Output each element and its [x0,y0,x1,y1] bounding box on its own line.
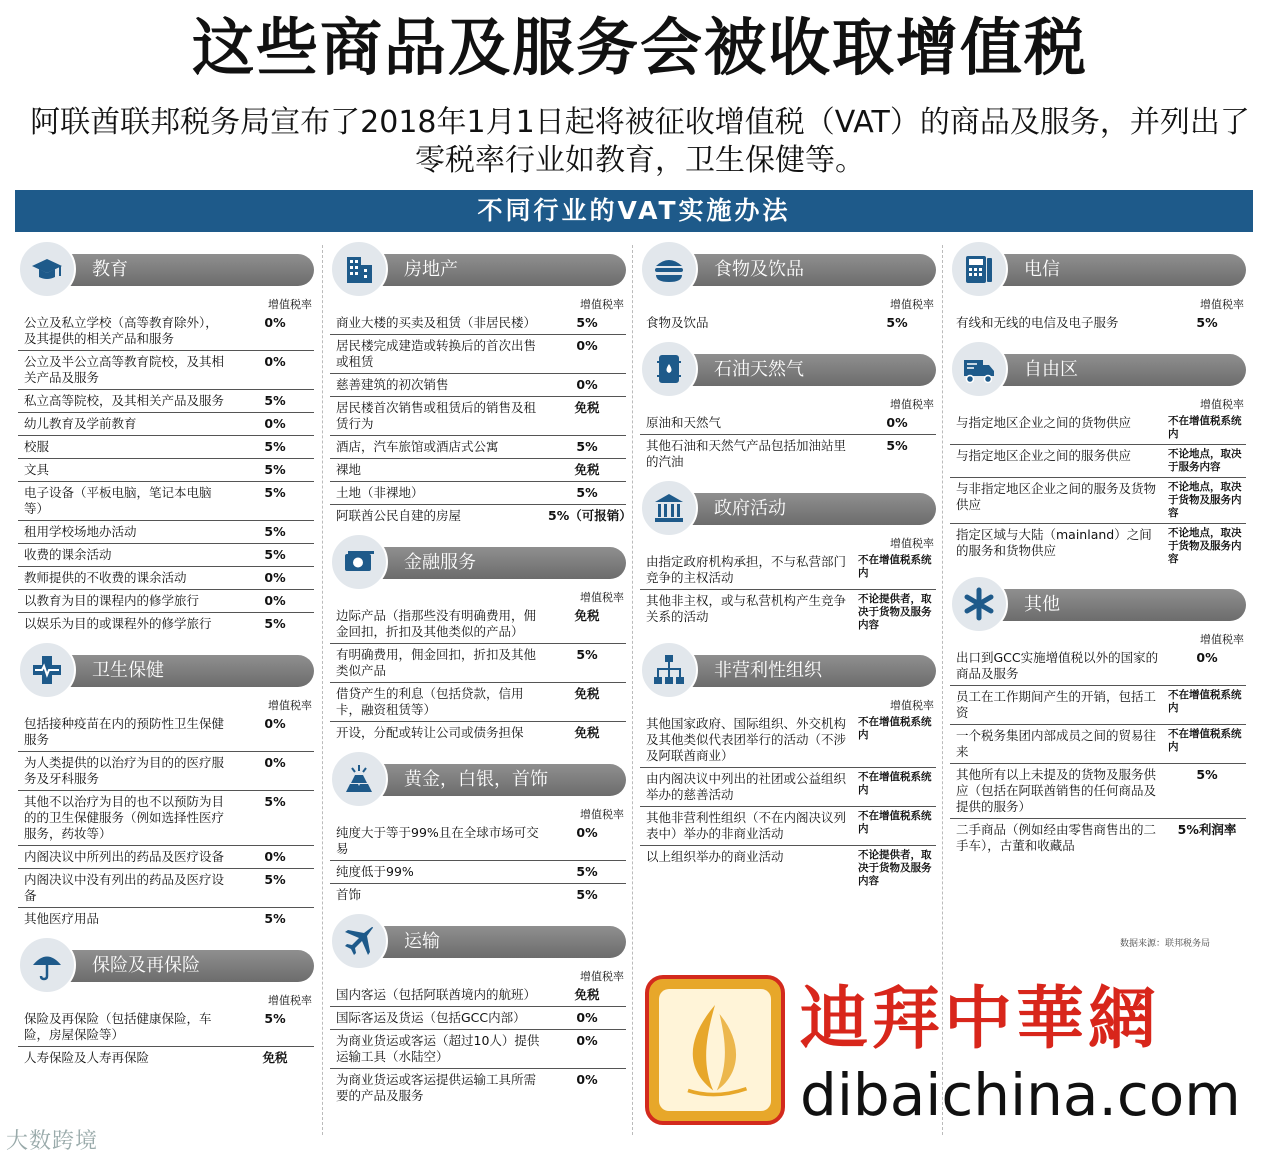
item-description: 由内阁决议中列出的社团或公益组织举办的慈善活动 [646,771,847,802]
table-row [18,1008,314,1047]
section-header [330,750,626,808]
table-row [330,459,626,482]
vat-rate: 5% [1196,315,1218,330]
vat-rate: 0% [1196,650,1218,665]
table-row [330,374,626,397]
vat-rate: 5% [264,485,286,500]
vat-rate: 免税 [574,987,600,1002]
table-row [640,412,936,435]
vat-rate: 5% [264,439,286,454]
burger-icon [640,240,698,298]
vat-rate: 不在增值税系统内 [1168,689,1242,714]
section-gold [330,750,626,906]
section-title: 保险及再保险 [52,950,314,982]
table-row [950,412,1246,445]
vat-rate: 不在增值税系统内 [858,716,932,741]
section-header [330,912,626,970]
vat-rate: 免税 [574,608,600,623]
item-description: 纯度大于等于99%且在全球市场可交易 [336,825,539,856]
item-description: 国际客运及货运（包括GCC内部） [336,1010,526,1025]
section-finance [330,533,626,744]
item-description: 酒店，汽车旅馆或酒店式公寓 [336,439,499,454]
table-row [18,752,314,791]
table-row [330,1007,626,1030]
dibaichina-logo [645,975,785,1125]
vat-rate: 5% [264,872,286,887]
item-description: 居民楼完成建造或转换后的首次出售或租赁 [336,338,537,369]
vat-rate: 5% [576,485,598,500]
page-title: 这些商品及服务会被收取增值税 [191,11,1088,84]
vat-rate: 不论提供者，取决于货物及服务内容 [858,593,932,631]
item-description: 其他非主权，或与私营机构产生竞争关系的活动 [646,593,847,624]
vat-rate: 不论地点，取决于货物及服务内容 [1168,527,1242,565]
vat-rate: 免税 [574,462,600,477]
data-source: 数据来源：联邦税务局 [1120,939,1211,949]
table-row [18,544,314,567]
vat-rate: 5% [264,524,286,539]
table-row [330,861,626,884]
government-building-icon [640,479,698,537]
item-description: 阿联酋公民自建的房屋 [336,508,462,523]
item-description: 居民楼首次销售或租赁后的销售及租赁行为 [336,400,537,431]
section-oil [640,340,936,473]
section-nonprofit [640,641,936,891]
table-row [330,436,626,459]
vat-rate: 0% [576,825,598,840]
vat-rate: 不在增值税系统内 [858,810,932,835]
item-description: 为人类提供的以治疗为目的的医疗服务及牙科服务 [24,755,225,786]
vat-rate: 5% [264,547,286,562]
table-row [640,713,936,768]
table-row [18,351,314,390]
item-description: 校服 [24,439,50,454]
table-row [330,605,626,644]
table-row [18,590,314,613]
table-row [18,1047,314,1069]
item-description: 与指定地区企业之间的服务供应 [956,448,1132,463]
item-description: 内阁决议中没有列出的药品及医疗设备 [24,872,225,903]
item-description: 为商业货运或客运（超过10人）提供运输工具（水陆空） [336,1033,540,1064]
rate-column-header: 增值税率 [890,398,934,411]
table-row [950,445,1246,478]
item-description: 为商业货运或客运提供运输工具所需要的产品及服务 [336,1072,537,1103]
vat-rate: 5% [576,315,598,330]
table-row [18,613,314,635]
vat-rate: 不在增值税系统内 [1168,415,1242,440]
table-row [18,482,314,521]
section-education [18,240,314,635]
vat-rate: 5% [886,438,908,453]
item-description: 内阁决议中所列出的药品及医疗设备 [24,849,225,864]
airplane-icon [330,912,388,970]
item-description: 以娱乐为目的或课程外的修学旅行 [24,616,212,631]
table-row [18,312,314,351]
section-banner: 不同行业的VAT实施办法 [15,190,1253,232]
section-government [640,479,936,635]
rate-column-header: 增值税率 [1200,298,1244,311]
rate-column-header: 增值税率 [1200,633,1244,646]
vat-rate: 0% [576,1072,598,1087]
table-row [330,335,626,374]
table-row [18,908,314,930]
column-1 [18,240,314,1075]
item-description: 原油和天然气 [646,415,722,430]
sail-logo-icon [670,1000,760,1100]
item-description: 一个税务集团内部成员之间的贸易往来 [956,728,1157,759]
vat-rate: 5% [264,794,286,809]
vat-rate: 免税 [574,400,600,415]
rate-column-header: 增值税率 [268,994,312,1007]
rate-column-header: 增值税率 [890,298,934,311]
table-row [640,807,936,846]
table-row [330,397,626,436]
table-row [950,725,1246,764]
table-row [330,984,626,1007]
rate-column-header: 增值税率 [268,298,312,311]
vat-rate: 不论地点，取决于货物及服务内容 [1168,481,1242,519]
item-description: 裸地 [336,462,362,477]
rate-column-header: 增值税率 [890,699,934,712]
section-header [640,479,936,537]
item-description: 二手商品（例如经由零售商售出的二手车），古董和收藏品 [956,822,1157,853]
table-row [640,435,936,473]
item-description: 私立高等院校，及其相关产品及服务 [24,393,225,408]
item-description: 与非指定地区企业之间的服务及货物供应 [956,481,1157,512]
section-title: 政府活动 [674,493,936,525]
section-realestate [330,240,632,527]
vat-rate: 0% [576,1010,598,1025]
section-header [950,240,1246,298]
table-row [330,884,626,906]
item-description: 首饰 [336,887,362,902]
table-row [18,791,314,846]
item-description: 慈善建筑的初次销售 [336,377,449,392]
table-row [640,590,936,635]
table-row [330,1069,626,1107]
vat-rate: 0% [264,354,286,369]
item-description: 商业大楼的买卖及租赁（非居民楼） [336,315,537,330]
table-row [330,722,626,744]
vat-rate: 0% [264,315,286,330]
column-3 [640,240,936,897]
item-description: 包括接种疫苗在内的预防性卫生保健服务 [24,716,225,747]
table-row [330,505,632,527]
graduation-cap-icon [18,240,76,298]
item-description: 借贷产生的利息（包括贷款，信用卡，融资租赁等） [336,686,524,717]
column-4 [950,240,1246,863]
vat-rate: 0% [264,849,286,864]
vat-rate: 5% [886,315,908,330]
table-row [950,312,1246,334]
section-header [640,340,936,398]
item-description: 由指定政府机构承担，不与私营部门竞争的主权活动 [646,554,847,585]
item-description: 边际产品（指那些没有明确费用，佣金回扣，折扣及其他类似的产品） [336,608,537,639]
section-header [330,533,626,591]
vat-rate: 免税 [574,725,600,740]
table-row [18,413,314,436]
vat-rate: 5% [576,864,598,879]
vat-rate: 不论提供者，取决于货物及服务内容 [858,849,932,887]
section-header [18,936,314,994]
table-row [18,846,314,869]
section-title: 运输 [364,926,626,958]
item-description: 人寿保险及人寿再保险 [24,1050,150,1065]
vat-rate: 0% [264,593,286,608]
rate-column-header: 增值税率 [580,298,624,311]
table-row [330,822,626,861]
rate-column-header: 增值税率 [580,808,624,821]
table-row [18,459,314,482]
table-row [950,686,1246,725]
item-description: 租用学校场地办活动 [24,524,137,539]
money-icon [330,533,388,591]
section-header [950,340,1246,398]
vat-rate: 免税 [262,1050,288,1065]
item-description: 其他所有以上未提及的货物及服务供应（包括在阿联酋销售的任何商品及提供的服务） [956,767,1157,814]
section-header [640,641,936,699]
table-row [640,846,936,891]
logo-domain: dibaichina.com [800,1061,1241,1129]
vat-rate: 不在增值税系统内 [858,771,932,796]
section-title: 黄金，白银，首饰 [364,764,626,796]
item-description: 员工在工作期间产生的开销，包括工资 [956,689,1157,720]
item-description: 公立及私立学校（高等教育除外），及其提供的相关产品和服务 [24,315,218,346]
item-description: 公立及半公立高等教育院校，及其相关产品及服务 [24,354,225,385]
rate-column-header: 增值税率 [268,699,312,712]
page-subtitle: 阿联酋联邦税务局宣布了2018年1月1日起将被征收增值税（VAT）的商品及服务，并列出了零税率行业如教育，卫生保健等。 [30,105,1250,178]
item-description: 其他非营利性组织（不在内阁决议列表中）举办的非商业活动 [646,810,847,841]
item-description: 其他国家政府、国际组织、外交机构及其他类似代表团举行的活动（不涉及阿联酋商业） [646,716,847,763]
section-title: 卫生保健 [52,655,314,687]
item-description: 其他不以治疗为目的也不以预防为目的的卫生保健服务（例如选择性医疗服务，药妆等） [24,794,225,841]
phone-icon [950,240,1008,298]
item-description: 有线和无线的电信及电子服务 [956,315,1119,330]
table-row [950,478,1246,524]
vat-rate: 5% [576,647,598,662]
table-row [950,764,1246,819]
vat-rate: 5%（可报销） [548,508,632,523]
item-description: 指定区域与大陆（mainland）之间的服务和货物供应 [956,527,1152,558]
table-row [18,567,314,590]
vat-rate: 5% [576,887,598,902]
table-row [640,551,936,590]
section-header [950,575,1246,633]
item-description: 其他石油和天然气产品包括加油站里的汽油 [646,438,847,469]
table-row [18,869,314,908]
item-description: 开设，分配或转让公司或债务担保 [336,725,524,740]
section-title: 食物及饮品 [674,254,936,286]
vat-rate: 不在增值税系统内 [858,554,932,579]
section-title: 其他 [984,589,1246,621]
rate-column-header: 增值税率 [890,537,934,550]
section-freezone [950,340,1246,569]
column-2 [330,240,632,1113]
vat-rate: 0% [264,570,286,585]
table-row [18,436,314,459]
oil-barrel-icon [640,340,698,398]
table-row [330,644,626,683]
section-transport [330,912,626,1107]
asterisk-icon [950,575,1008,633]
vat-rate: 5% [264,911,286,926]
gold-bars-icon [330,750,388,808]
vat-rate: 0% [576,338,598,353]
section-header [18,641,314,699]
rate-column-header: 增值税率 [1200,398,1244,411]
logo-chinese-name: 迪拜中華網 [800,980,1161,1059]
vat-rate: 5% [1196,767,1218,782]
medical-cross-icon [18,641,76,699]
item-description: 收费的课余活动 [24,547,112,562]
item-description: 国内客运（包括阿联酋境内的航班） [336,987,537,1002]
item-description: 与指定地区企业之间的货物供应 [956,415,1132,430]
table-row [640,312,936,334]
section-title: 电信 [984,254,1246,286]
item-description: 教师提供的不收费的课余活动 [24,570,187,585]
table-row [640,768,936,807]
table-row [330,482,626,505]
org-chart-icon [640,641,698,699]
section-title: 石油天然气 [674,354,936,386]
building-icon [330,240,388,298]
vat-rate: 5% [264,462,286,477]
section-telecom [950,240,1246,334]
table-row [950,819,1246,857]
vat-rate: 不论地点，取决于服务内容 [1168,448,1242,473]
section-food [640,240,936,334]
vat-rate: 5%利润率 [1177,822,1237,837]
item-description: 纯度低于99% [336,864,414,879]
section-health [18,641,314,930]
table-row [18,390,314,413]
section-header [640,240,936,298]
item-description: 幼儿教育及学前教育 [24,416,137,431]
vat-rate: 5% [264,393,286,408]
table-row [330,683,626,722]
table-row [330,1030,626,1069]
vat-rate: 0% [264,716,286,731]
item-description: 土地（非裸地） [336,485,424,500]
vat-rate: 0% [576,377,598,392]
truck-icon [950,340,1008,398]
item-description: 文具 [24,462,50,477]
rate-column-header: 增值税率 [580,591,624,604]
table-row [18,713,314,752]
table-row [18,521,314,544]
item-description: 出口到GCC实施增值税以外的国家的商品及服务 [956,650,1159,681]
item-description: 以教育为目的课程内的修学旅行 [24,593,200,608]
item-description: 其他医疗用品 [24,911,100,926]
vat-rate: 0% [264,416,286,431]
vat-rate: 5% [576,439,598,454]
section-title: 非营利性组织 [674,655,936,687]
vat-rate: 不在增值税系统内 [1168,728,1242,753]
item-description: 保险及再保险（包括健康保险，车险，房屋保险等） [24,1011,212,1042]
section-header [330,240,626,298]
section-header [18,240,314,298]
item-description: 食物及饮品 [646,315,709,330]
umbrella-icon [18,936,76,994]
item-description: 以上组织举办的商业活动 [646,849,784,864]
watermark: 大数跨境 [6,1129,99,1154]
vat-rate: 0% [264,755,286,770]
section-insurance [18,936,314,1069]
item-description: 有明确费用，佣金回扣，折扣及其他类似产品 [336,647,537,678]
vat-rate: 5% [264,616,286,631]
vat-rate: 免税 [574,686,600,701]
table-row [950,524,1246,569]
table-row [330,312,626,335]
section-other [950,575,1246,857]
rate-column-header: 增值税率 [580,970,624,983]
section-title: 教育 [52,254,314,286]
vat-rate: 0% [886,415,908,430]
section-title: 房地产 [364,254,626,286]
section-title: 金融服务 [364,547,626,579]
section-title: 自由区 [984,354,1246,386]
item-description: 电子设备（平板电脑，笔记本电脑等） [24,485,212,516]
vat-rate: 0% [576,1033,598,1048]
vat-rate: 5% [264,1011,286,1026]
table-row [950,647,1246,686]
